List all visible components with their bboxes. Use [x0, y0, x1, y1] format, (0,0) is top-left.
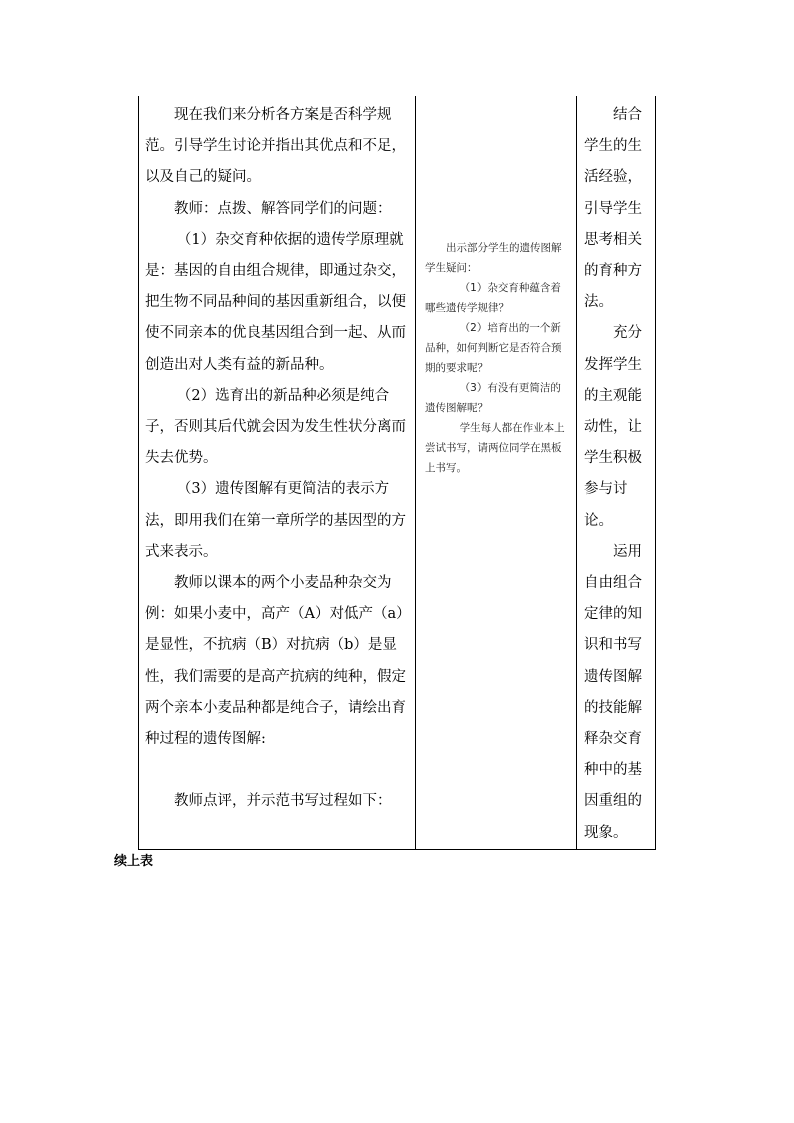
spacer [145, 755, 409, 786]
continued-label: 续上表 [114, 854, 154, 869]
paragraph: 充分发挥学生的主观能动性，让学生积极参与讨论。 [584, 325, 642, 529]
student-question: （1）杂交育种蕴含着哪些遗传学规律？ [425, 282, 561, 314]
paragraph: 运用自由组合定律的知识和书写遗传图解的技能解释杂交育种中的基因重组的现象。 [584, 543, 642, 841]
paragraph: 现在我们来分析各方案是否科学规范。引导学生讨论并指出其优点和不足，以及自己的疑问。 [145, 107, 406, 186]
teacher-activity-cell [139, 96, 416, 849]
student-question: （3）有没有更简洁的遗传图解呢？ [425, 382, 561, 414]
student-question-label: 学生疑问： [425, 262, 478, 274]
design-intent-cell [577, 96, 656, 849]
table-row [139, 96, 656, 849]
student-task: 学生每人都在作业本上尝试书写，请两位同学在黑板上书写。 [425, 422, 565, 474]
paragraph: （1）杂交育种依据的遗传学原理就是：基因的自由组合规律，即通过杂交，把生物不同品种间的基因重新组合，以便使不同亲本的优良基因组合到一起、从而创造出对人类有益的新品种。 [145, 231, 406, 373]
paragraph: （3）遗传图解有更简洁的表示方法，即用我们在第一章所学的基因型的方式来表示。 [145, 481, 406, 560]
paragraph: 教师：点拨、解答同学们的问题： [174, 200, 392, 217]
paragraph: 结合学生的生活经验，引导学生思考相关的育种方法。 [584, 107, 642, 311]
student-question: （2）培育出的一个新品种，如何判断它是否符合预期的要求呢？ [425, 322, 562, 374]
paragraph: 教师点评，并示范书写过程如下： [174, 793, 392, 810]
lesson-table [138, 96, 656, 850]
student-activity-cell [416, 96, 577, 849]
student-intro: 出示部分学生的遗传图解 [446, 242, 562, 254]
paragraph: （2）选育出的新品种必须是纯合子，否则其后代就会因为发生性状分离而失去优势。 [145, 387, 406, 467]
paragraph: 教师以课本的两个小麦品种杂交为例：如果小麦中，高产（A）对低产（a）是显性，不抗病（B）对抗病（b）是显性，我们需要的是高产抗病的纯种，假定两个亲本小麦品种都是纯合子，请绘出育种过程的遗传图解: [145, 575, 406, 748]
